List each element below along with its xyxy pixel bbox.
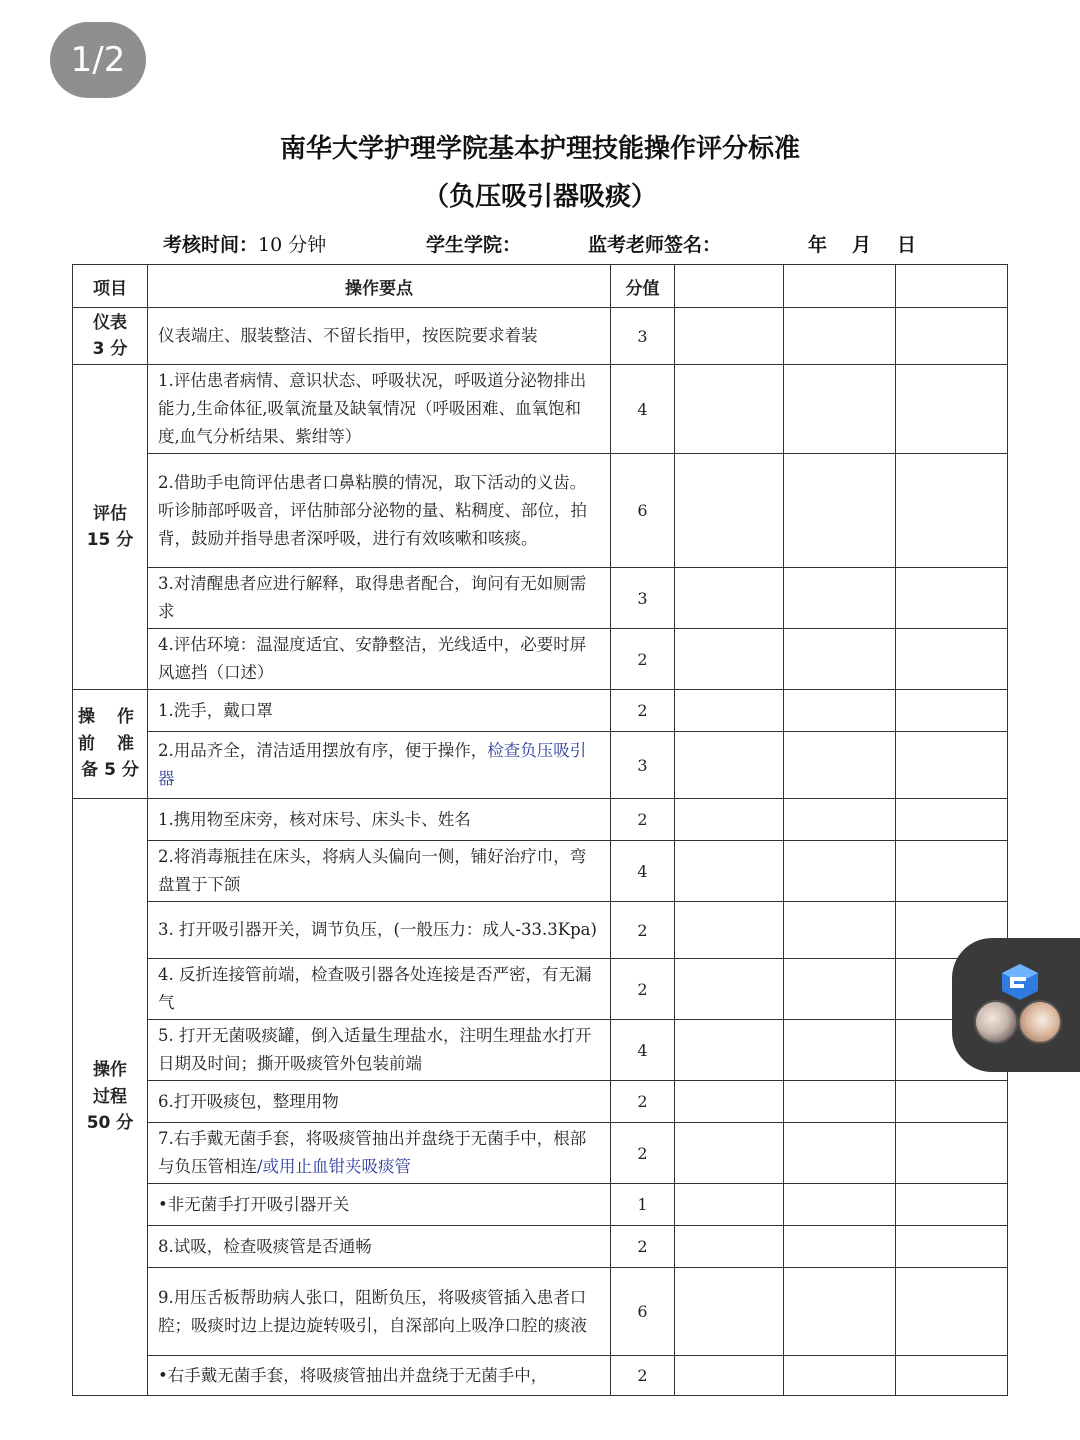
table-row <box>73 799 1008 841</box>
item-score: 4 <box>611 1020 675 1081</box>
item-text: 4.评估环境：温湿度适宜、安静整洁，光线适中，必要时屏风遮挡（口述） <box>148 629 611 690</box>
item-score: 2 <box>611 1226 675 1268</box>
item-score: 2 <box>611 902 675 959</box>
page-counter-badge: 1/2 <box>50 22 146 98</box>
section-name-line2: 前 准 <box>78 733 142 754</box>
table-row <box>73 1020 1008 1081</box>
section-preparation <box>73 690 148 799</box>
examiner-signature-label: 监考老师签名： <box>588 234 722 256</box>
table-row <box>73 1081 1008 1123</box>
scoring-table <box>72 264 1008 1396</box>
table-row <box>73 365 1008 454</box>
header-blank-2 <box>784 265 896 308</box>
table-header-row <box>73 265 1008 308</box>
item-text: 8.试吸，检查吸痰管是否通畅 <box>148 1226 611 1268</box>
table-row <box>73 841 1008 902</box>
item-text-highlight: 检查负压吸引器 <box>158 741 587 788</box>
item-text: 5. 打开无菌吸痰罐，倒入适量生理盐水，注明生理盐水打开日期及时间；撕开吸痰管外包装前端 <box>148 1020 611 1081</box>
table-row <box>73 1123 1008 1184</box>
item-score: 2 <box>611 799 675 841</box>
floating-assistant-widget[interactable] <box>952 938 1080 1072</box>
section-assessment <box>73 365 148 690</box>
item-text <box>148 1123 611 1184</box>
item-score: 3 <box>611 732 675 799</box>
table-row <box>73 1226 1008 1268</box>
exam-time-value: 10 分钟 <box>258 234 327 256</box>
table-row <box>73 902 1008 959</box>
exam-time <box>163 230 326 257</box>
document-subtitle: （负压吸引器吸痰） <box>422 182 657 212</box>
item-score: 3 <box>611 568 675 629</box>
section-name: 仪表 <box>93 312 127 333</box>
header-score: 分值 <box>611 265 675 308</box>
section-name-line3: 备 5 分 <box>81 760 139 781</box>
item-score: 4 <box>611 365 675 454</box>
header-category: 项目 <box>73 265 148 308</box>
table-row <box>73 308 1008 365</box>
item-text: 2.借助手电筒评估患者口鼻粘膜的情况，取下活动的义齿。听诊肺部呼吸音，评估肺部分泌物的量、粘稠度、部位，拍背，鼓励并指导患者深呼吸，进行有效咳嗽和咳痰。 <box>148 454 611 568</box>
exam-time-label: 考核时间： <box>163 234 259 256</box>
header-blank-3 <box>896 265 1008 308</box>
item-text <box>148 732 611 799</box>
avatar[interactable] <box>974 1000 1018 1044</box>
date-year-label: 年 <box>808 234 828 256</box>
section-name: 评估 <box>93 503 127 524</box>
item-text: 1.携用物至床旁，核对床号、床头卡、姓名 <box>148 799 611 841</box>
section-points: 15 分 <box>86 530 134 550</box>
item-text: 1.洗手，戴口罩 <box>148 690 611 732</box>
item-text: •右手戴无菌手套，将吸痰管抽出并盘绕于无菌手中， <box>148 1356 611 1396</box>
student-college-label: 学生学院： <box>426 234 522 256</box>
table-row <box>73 568 1008 629</box>
item-score: 2 <box>611 959 675 1020</box>
item-text: 9.用压舌板帮助病人张口，阻断负压，将吸痰管插入患者口腔；吸痰时边上提边旋转吸引，自深部向上吸净口腔的痰液 <box>148 1268 611 1356</box>
item-text: 仪表端庄、服装整洁、不留长指甲，按医院要求着装 <box>148 308 611 365</box>
header-points: 操作要点 <box>148 265 611 308</box>
table-row <box>73 454 1008 568</box>
item-score: 2 <box>611 1081 675 1123</box>
item-score: 2 <box>611 629 675 690</box>
item-text: 3.对清醒患者应进行解释，取得患者配合，询问有无如厕需求 <box>148 568 611 629</box>
table-row <box>73 1184 1008 1226</box>
item-text: 3. 打开吸引器开关，调节负压，(一般压力：成人-33.3Kpa) <box>148 902 611 959</box>
item-text: •非无菌手打开吸引器开关 <box>148 1184 611 1226</box>
item-score: 6 <box>611 454 675 568</box>
app-cube-icon[interactable] <box>998 962 1042 1002</box>
item-text-highlight: /或用止血钳夹吸痰管 <box>257 1157 412 1176</box>
table-row <box>73 629 1008 690</box>
item-score: 4 <box>611 841 675 902</box>
date-month-label: 月 <box>852 234 872 256</box>
section-points: 50 分 <box>86 1113 134 1134</box>
table-row <box>73 1356 1008 1396</box>
item-score: 2 <box>611 1123 675 1184</box>
section-procedure <box>73 799 148 1396</box>
table-row <box>73 1268 1008 1356</box>
item-score: 3 <box>611 308 675 365</box>
table-row <box>73 690 1008 732</box>
section-name-line1: 操作 <box>93 1060 127 1081</box>
item-score: 2 <box>611 1356 675 1396</box>
item-text: 2.将消毒瓶挂在床头，将病人头偏向一侧，铺好治疗巾，弯盘置于下颌 <box>148 841 611 902</box>
section-name-line2: 过程 <box>93 1086 127 1107</box>
item-score: 2 <box>611 690 675 732</box>
table-row <box>73 959 1008 1020</box>
table-row <box>73 732 1008 799</box>
item-text: 4. 反折连接管前端，检查吸引器各处连接是否严密，有无漏气 <box>148 959 611 1020</box>
item-score: 1 <box>611 1184 675 1226</box>
item-text-main: 7.右手戴无菌手套，将吸痰管抽出并盘绕于无菌手中，根部与负压管相连 <box>158 1129 587 1176</box>
header-blank-1 <box>675 265 784 308</box>
section-name-line1: 操 作 <box>78 707 142 728</box>
item-score: 6 <box>611 1268 675 1356</box>
date-day-label: 日 <box>897 234 917 256</box>
document-title: 南华大学护理学院基本护理技能操作评分标准 <box>279 134 800 164</box>
avatar[interactable] <box>1018 1000 1062 1044</box>
item-text-main: 2.用品齐全，清洁适用摆放有序，便于操作， <box>158 741 488 760</box>
item-text: 1.评估患者病情、意识状态、呼吸状况，呼吸道分泌物排出能力,生命体征,吸氧流量及缺氧情况（呼吸困难、血氧饱和度,血气分析结果、紫绀等） <box>148 365 611 454</box>
item-text: 6.打开吸痰包，整理用物 <box>148 1081 611 1123</box>
section-appearance <box>73 308 148 365</box>
section-points: 3 分 <box>92 339 128 359</box>
